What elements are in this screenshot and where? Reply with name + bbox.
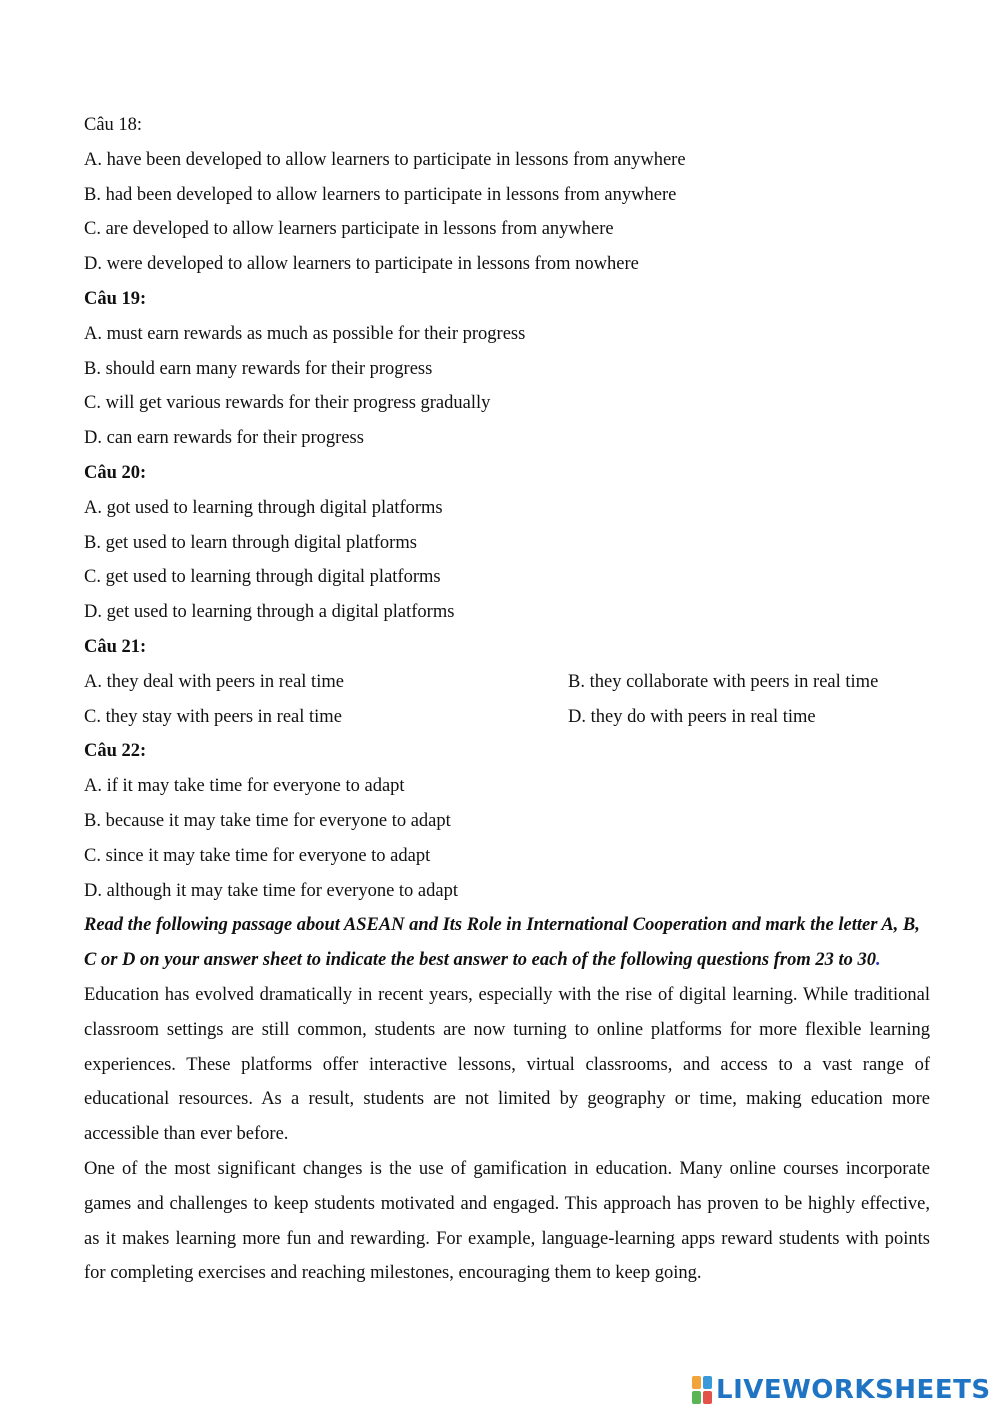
answer-option: B. should earn many rewards for their progress bbox=[84, 358, 433, 379]
question-label: Câu 21: bbox=[84, 636, 147, 657]
question-block bbox=[84, 734, 930, 908]
option-row bbox=[84, 700, 930, 735]
answer-option: A. got used to learning through digital platforms bbox=[84, 497, 443, 518]
answer-option: D. although it may take time for everyone to adapt bbox=[84, 880, 458, 901]
question-block bbox=[84, 108, 930, 282]
question-label: Câu 19: bbox=[84, 288, 147, 309]
answer-option: A. if it may take time for everyone to adapt bbox=[84, 776, 405, 797]
instruction-period: . bbox=[875, 950, 881, 971]
answer-option: A. must earn rewards as much as possible for their progress bbox=[84, 323, 526, 344]
answer-option: D. they do with peers in real time bbox=[568, 706, 816, 727]
instruction-text: Read the following passage about ASEAN and Its Role in International Cooperation and mark the letter A, B, C or D on your answer sheet to indicate the best answer to each of the following questions from 23 to 30 bbox=[84, 915, 920, 971]
answer-option: A. have been developed to allow learners to participate in lessons from anywhere bbox=[84, 149, 686, 170]
answer-option: D. can earn rewards for their progress bbox=[84, 428, 364, 449]
answer-option: C. they stay with peers in real time bbox=[84, 706, 342, 727]
passage-instruction bbox=[84, 908, 930, 978]
liveworksheets-logo-icon bbox=[692, 1376, 712, 1404]
answer-option: B. get used to learn through digital platforms bbox=[84, 532, 417, 553]
answer-option: C. get used to learning through digital platforms bbox=[84, 567, 441, 588]
answer-option: C. are developed to allow learners participate in lessons from anywhere bbox=[84, 219, 614, 240]
answer-option: C. since it may take time for everyone to adapt bbox=[84, 845, 431, 866]
question-label: Câu 18: bbox=[84, 115, 143, 135]
question-block bbox=[84, 630, 930, 734]
option-row bbox=[84, 665, 930, 700]
answer-option: D. get used to learning through a digital platforms bbox=[84, 602, 455, 623]
answer-option: B. had been developed to allow learners to participate in lessons from anywhere bbox=[84, 184, 677, 205]
answer-option: D. were developed to allow learners to participate in lessons from nowhere bbox=[84, 254, 639, 275]
question-block bbox=[84, 282, 930, 456]
liveworksheets-logo-text: LIVEWORKSHEETS bbox=[716, 1375, 991, 1405]
question-label: Câu 22: bbox=[84, 741, 147, 762]
passage-paragraph-2: One of the most significant changes is the use of gamification in education. Many online courses incorporate games and challenges to keep students motivated and engaged. This approach has proven to be highly effective, as it makes learning more fun and rewarding. For example, language-learning apps reward students with points for completing exercises and reaching milestones, encouraging them to keep going. bbox=[84, 1158, 930, 1284]
answer-option: A. they deal with peers in real time bbox=[84, 671, 344, 692]
question-label: Câu 20: bbox=[84, 462, 147, 483]
liveworksheets-footer bbox=[692, 1372, 991, 1408]
questions-list bbox=[84, 108, 930, 908]
answer-option: C. will get various rewards for their progress gradually bbox=[84, 393, 491, 414]
passage-paragraph-1: Education has evolved dramatically in recent years, especially with the rise of digital learning. While traditional classroom settings are still common, students are now turning to online platforms for more flexible learning experiences. These platforms offer interactive lessons, virtual classrooms, and access to a vast range of educational resources. As a result, students are not limited by geography or time, making education more accessible than ever before. bbox=[84, 984, 930, 1145]
answer-option: B. because it may take time for everyone to adapt bbox=[84, 810, 451, 831]
question-block bbox=[84, 456, 930, 630]
worksheet-page bbox=[84, 108, 930, 1291]
answer-option: B. they collaborate with peers in real time bbox=[568, 671, 879, 692]
